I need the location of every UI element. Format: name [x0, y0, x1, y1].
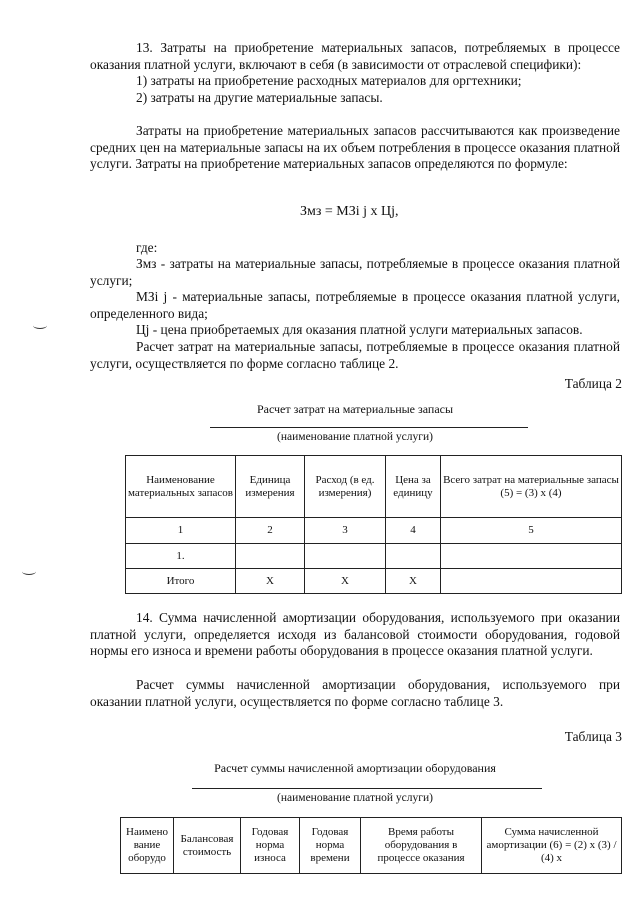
table-cell	[386, 544, 441, 569]
paragraph-13: 13. Затраты на приобретение материальных запасов, потребляемых в процессе оказания платной услуги, включают в себя (в зависимости от отраслевой специфики):	[90, 40, 620, 72]
list-item-2: 2) затраты на другие материальные запасы.	[136, 90, 383, 105]
table-header-cell: Расход (в ед. измерения)	[305, 456, 386, 518]
table-header-cell: Цена за единицу	[386, 456, 441, 518]
paragraph-table2-ref: Расчет затрат на материальные запасы, потребляемые в процессе оказания платной услуги, осуществляется по форме согласно таблице 2.	[90, 339, 620, 371]
table-cell: 3	[305, 518, 386, 544]
margin-mark	[33, 322, 47, 329]
table-cell: Итого	[126, 569, 236, 594]
table2-blank-line	[210, 427, 528, 428]
table-header-cell: Наименование материальных запасов	[126, 456, 236, 518]
table3	[120, 817, 622, 874]
table-cell: X	[386, 569, 441, 594]
def-mzij: МЗi j - материальные запасы, потребляемые в процессе оказания платной услуги, определенного вида;	[90, 289, 620, 321]
paragraph-table3-ref: Расчет суммы начисленной амортизации оборудования, используемого при оказании платной услуги, осуществляется по форме согласно таблице 3.	[90, 677, 620, 709]
table-cell	[441, 569, 622, 594]
table3-blank-line	[192, 788, 542, 789]
table-cell: 2	[236, 518, 305, 544]
table-cell: X	[305, 569, 386, 594]
table-header-cell: Время работы оборудования в процессе оказания	[361, 818, 482, 874]
table-row	[121, 818, 622, 874]
margin-mark	[22, 568, 36, 575]
table-cell	[305, 544, 386, 569]
table-header-cell: Всего затрат на материальные запасы (5) = (3) x (4)	[441, 456, 622, 518]
table-row	[126, 456, 622, 518]
table-row	[126, 518, 622, 544]
table2	[125, 455, 622, 594]
table-cell: 5	[441, 518, 622, 544]
paragraph-14: 14. Сумма начисленной амортизации оборудования, используемого при оказании платной услуги, определяется исходя из балансовой стоимости оборудования, годовой нормы его износа и времени работы оборудования в процессе оказания платной услуги.	[90, 610, 620, 659]
list-item-1: 1) затраты на приобретение расходных материалов для оргтехники;	[136, 73, 522, 88]
table2-title: Расчет затрат на материальные запасы	[256, 402, 454, 416]
def-cj: Цj - цена приобретаемых для оказания платной услуги материальных запасов.	[136, 322, 583, 337]
paragraph-cost-intro: Затраты на приобретение материальных запасов рассчитываются как произведение средних цен на материальные запасы на их объем потребления в процессе оказания платной услуги. Затраты на приобретение материальных запасов определяются по формуле:	[90, 123, 620, 172]
table-cell	[236, 544, 305, 569]
table-cell: 1	[126, 518, 236, 544]
where-label: где:	[136, 240, 158, 255]
def-zmz: Змз - затраты на материальные запасы, потребляемые в процессе оказания платной услуги;	[90, 256, 620, 288]
table3-title: Расчет суммы начисленной амортизации оборудования	[214, 761, 496, 775]
table-cell: X	[236, 569, 305, 594]
table-header-cell: Единица измерения	[236, 456, 305, 518]
table3-subtitle: (наименование платной услуги)	[277, 792, 433, 804]
table2-subtitle: (наименование платной услуги)	[277, 431, 433, 443]
table3-label: Таблица 3	[564, 729, 622, 744]
formula-zmz: Змз = МЗi j x Цj,	[300, 204, 399, 219]
table-cell	[441, 544, 622, 569]
table-row	[126, 569, 622, 594]
table-header-cell: Годовая норма износа	[241, 818, 300, 874]
table2-label: Таблица 2	[564, 376, 622, 391]
table-cell: 4	[386, 518, 441, 544]
table-header-cell: Наимено вание оборудо	[121, 818, 174, 874]
table-row	[126, 544, 622, 569]
table-header-cell: Сумма начисленной амортизации (6) = (2) x (3) / (4) x	[482, 818, 622, 874]
table-header-cell: Балансовая стоимость	[174, 818, 241, 874]
table-cell: 1.	[126, 544, 236, 569]
table-header-cell: Годовая норма времени	[300, 818, 361, 874]
